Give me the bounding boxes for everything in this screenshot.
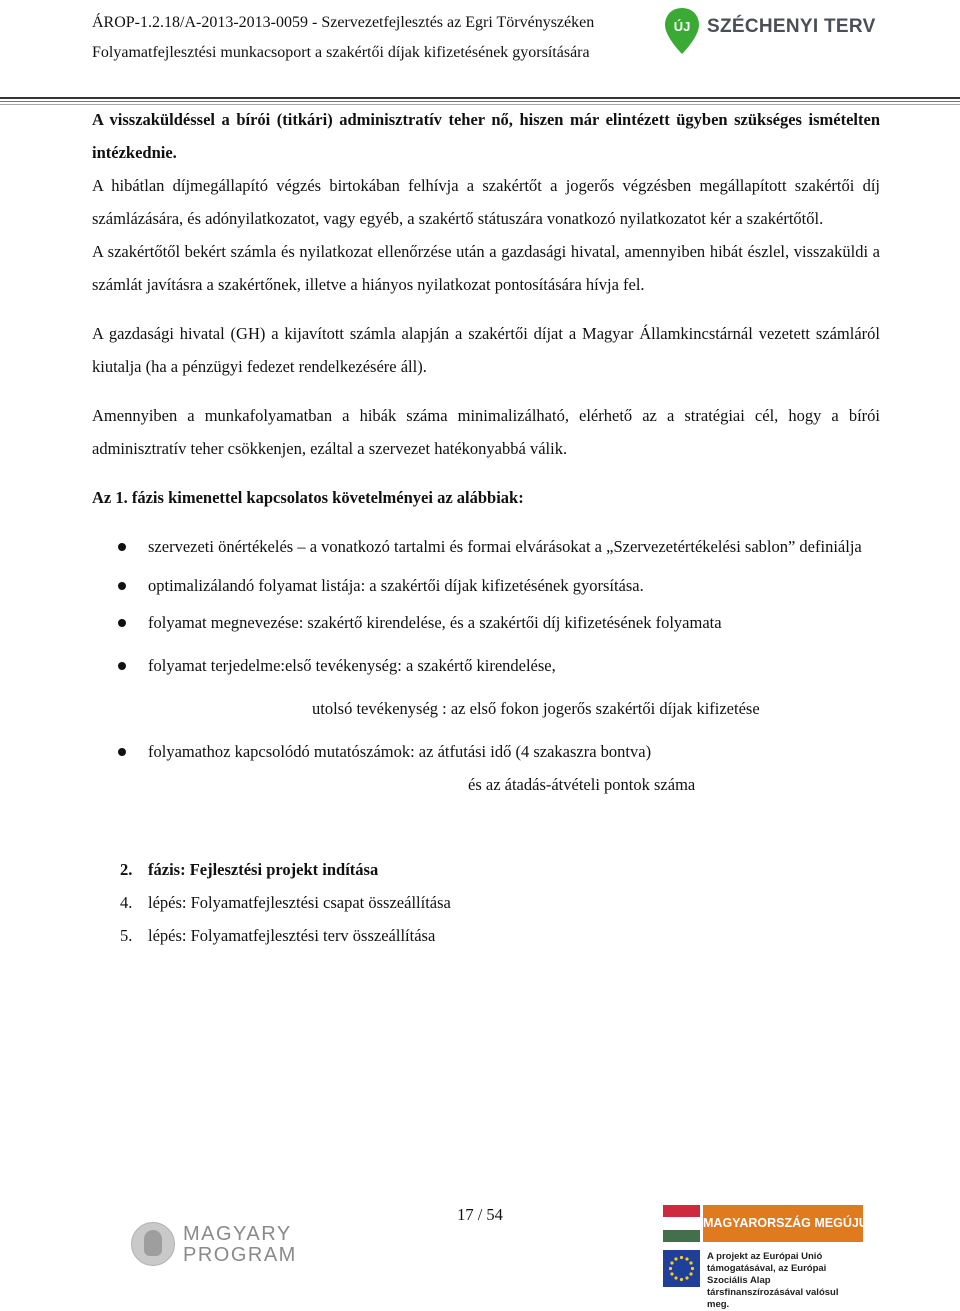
numbered-list [92,853,880,952]
list-item-text: folyamat terjedelme:első tevékenység: a szakértő kirendelése, [148,656,556,675]
magyary-text-line1: MAGYARY [183,1223,292,1245]
eu-star-icon [680,1278,683,1281]
numbered-item [120,886,880,919]
paragraph-4: A gazdasági hivatal (GH) a kijavított számla alapján a szakértői díjat a Magyar Államkincstárnál vezetett számláról kiutalja (ha a pénzügyi fedezet rendelkezésére áll). [92,324,880,376]
item-number: 5. [120,926,133,945]
eu-star-icon [670,1272,673,1275]
eu-star-icon [680,1256,683,1259]
item-number: 4. [120,893,133,912]
eu-flag-icon [663,1250,700,1287]
list-item [92,649,880,682]
list-item [92,735,880,768]
page-number: 17 / 54 [457,1205,503,1224]
bullet-icon [118,662,126,670]
list-item-text: folyamathoz kapcsolódó mutatószámok: az átfutási idő (4 szakaszra bontva) [148,742,652,761]
numbered-item [120,853,880,886]
eu-star-icon [689,1261,692,1264]
eu-funding-logo [663,1205,876,1310]
item-number: 2. [120,860,133,879]
portrait-icon [131,1222,175,1266]
magyary-text-line2: PROGRAM [183,1244,297,1266]
list-item [92,530,880,563]
szechenyi-terv-logo [663,6,876,62]
list-item-text: optimalizálandó folyamat listája: a szakértői díjak kifizetésének gyorsítása. [148,576,644,595]
eu-star-icon [674,1257,677,1260]
magyary-program-logo [131,1222,301,1268]
list-item-continuation: utolsó tevékenység : az első fokon jogerős szakértői díjak kifizetése [312,699,760,718]
requirements-list [92,530,880,801]
paragraph-bold-intro: A visszaküldéssel a bírói (titkári) adminisztratív teher nő, hiszen már elintézett ügyben szükséges ismételten intézkednie. [92,110,880,162]
eu-star-icon [689,1272,692,1275]
list-item-text: folyamat megnevezése: szakértő kirendelése, és a szakértői díj kifizetésének folyamata [148,613,722,632]
banner-text: MAGYARORSZÁG MEGÚJUL [703,1205,863,1242]
eu-star-icon [685,1257,688,1260]
list-item [92,606,880,639]
header-project-code: ÁROP-1.2.18/A-2013-2013-0059 - Szervezetfejlesztés az Egri Törvényszéken [92,14,595,31]
bullet-icon [118,748,126,756]
logo-pin-text: ÚJ [673,19,691,34]
eu-star-icon [670,1261,673,1264]
bullet-icon [118,582,126,590]
section-heading: Az 1. fázis kimenettel kapcsolatos követelményei az alábbiak: [92,488,524,507]
bullet-icon [118,619,126,627]
paragraph-3: A szakértőtől bekért számla és nyilatkozat ellenőrzése után a gazdasági hivatal, amennyiben hibát észlel, visszaküldi a számlát javításra a szakértőnek, illetve a hiányos nyilatkozat pontosítására hívja fel. [92,242,880,294]
list-item-text: szervezeti önértékelés – a vonatkozó tartalmi és formai elvárásokat a „Szervezetértékelési sablon” definiálja [148,537,862,556]
location-pin-icon [663,6,701,56]
item-text: lépés: Folyamatfejlesztési terv összeállítása [148,926,436,945]
paragraph-5: Amennyiben a munkafolyamatban a hibák száma minimalizálható, elérhető az a stratégiai cél, hogy a bírói adminisztratív teher csökkenjen, ezáltal a szervezet hatékonyabbá válik. [92,406,880,458]
eu-star-icon [691,1267,694,1270]
item-text: lépés: Folyamatfejlesztési csapat összeállítása [148,893,451,912]
list-item-continuation: és az átadás-átvételi pontok száma [468,775,696,794]
numbered-item [120,919,880,952]
document-body [92,103,880,952]
list-item [92,569,880,602]
logo-text: SZÉCHENYI TERV [707,16,876,37]
item-text: fázis: Fejlesztési projekt indítása [148,860,379,879]
header-subtitle: Folyamatfejlesztési munkacsoport a szakértői díjak kifizetésének gyorsítására [92,44,590,61]
bullet-icon [118,543,126,551]
eu-star-icon [674,1276,677,1279]
paragraph-2: A hibátlan díjmegállapító végzés birtokában felhívja a szakértőt a jogerős végzésben megállapított szakértői díj számlázására, és adónyilatkozatot, vagy egyéb, a szakértő státuszára vonatkozó nyilatkozatot kér a szakértőtől. [92,176,880,228]
eu-funding-text: A projekt az Európai Unió támogatásával, az Európai Szociális Alap társfinanszírozásával valósul meg. [707,1251,839,1310]
eu-star-icon [685,1276,688,1279]
eu-star-icon [669,1267,672,1270]
hungarian-flag-icon [663,1205,700,1242]
